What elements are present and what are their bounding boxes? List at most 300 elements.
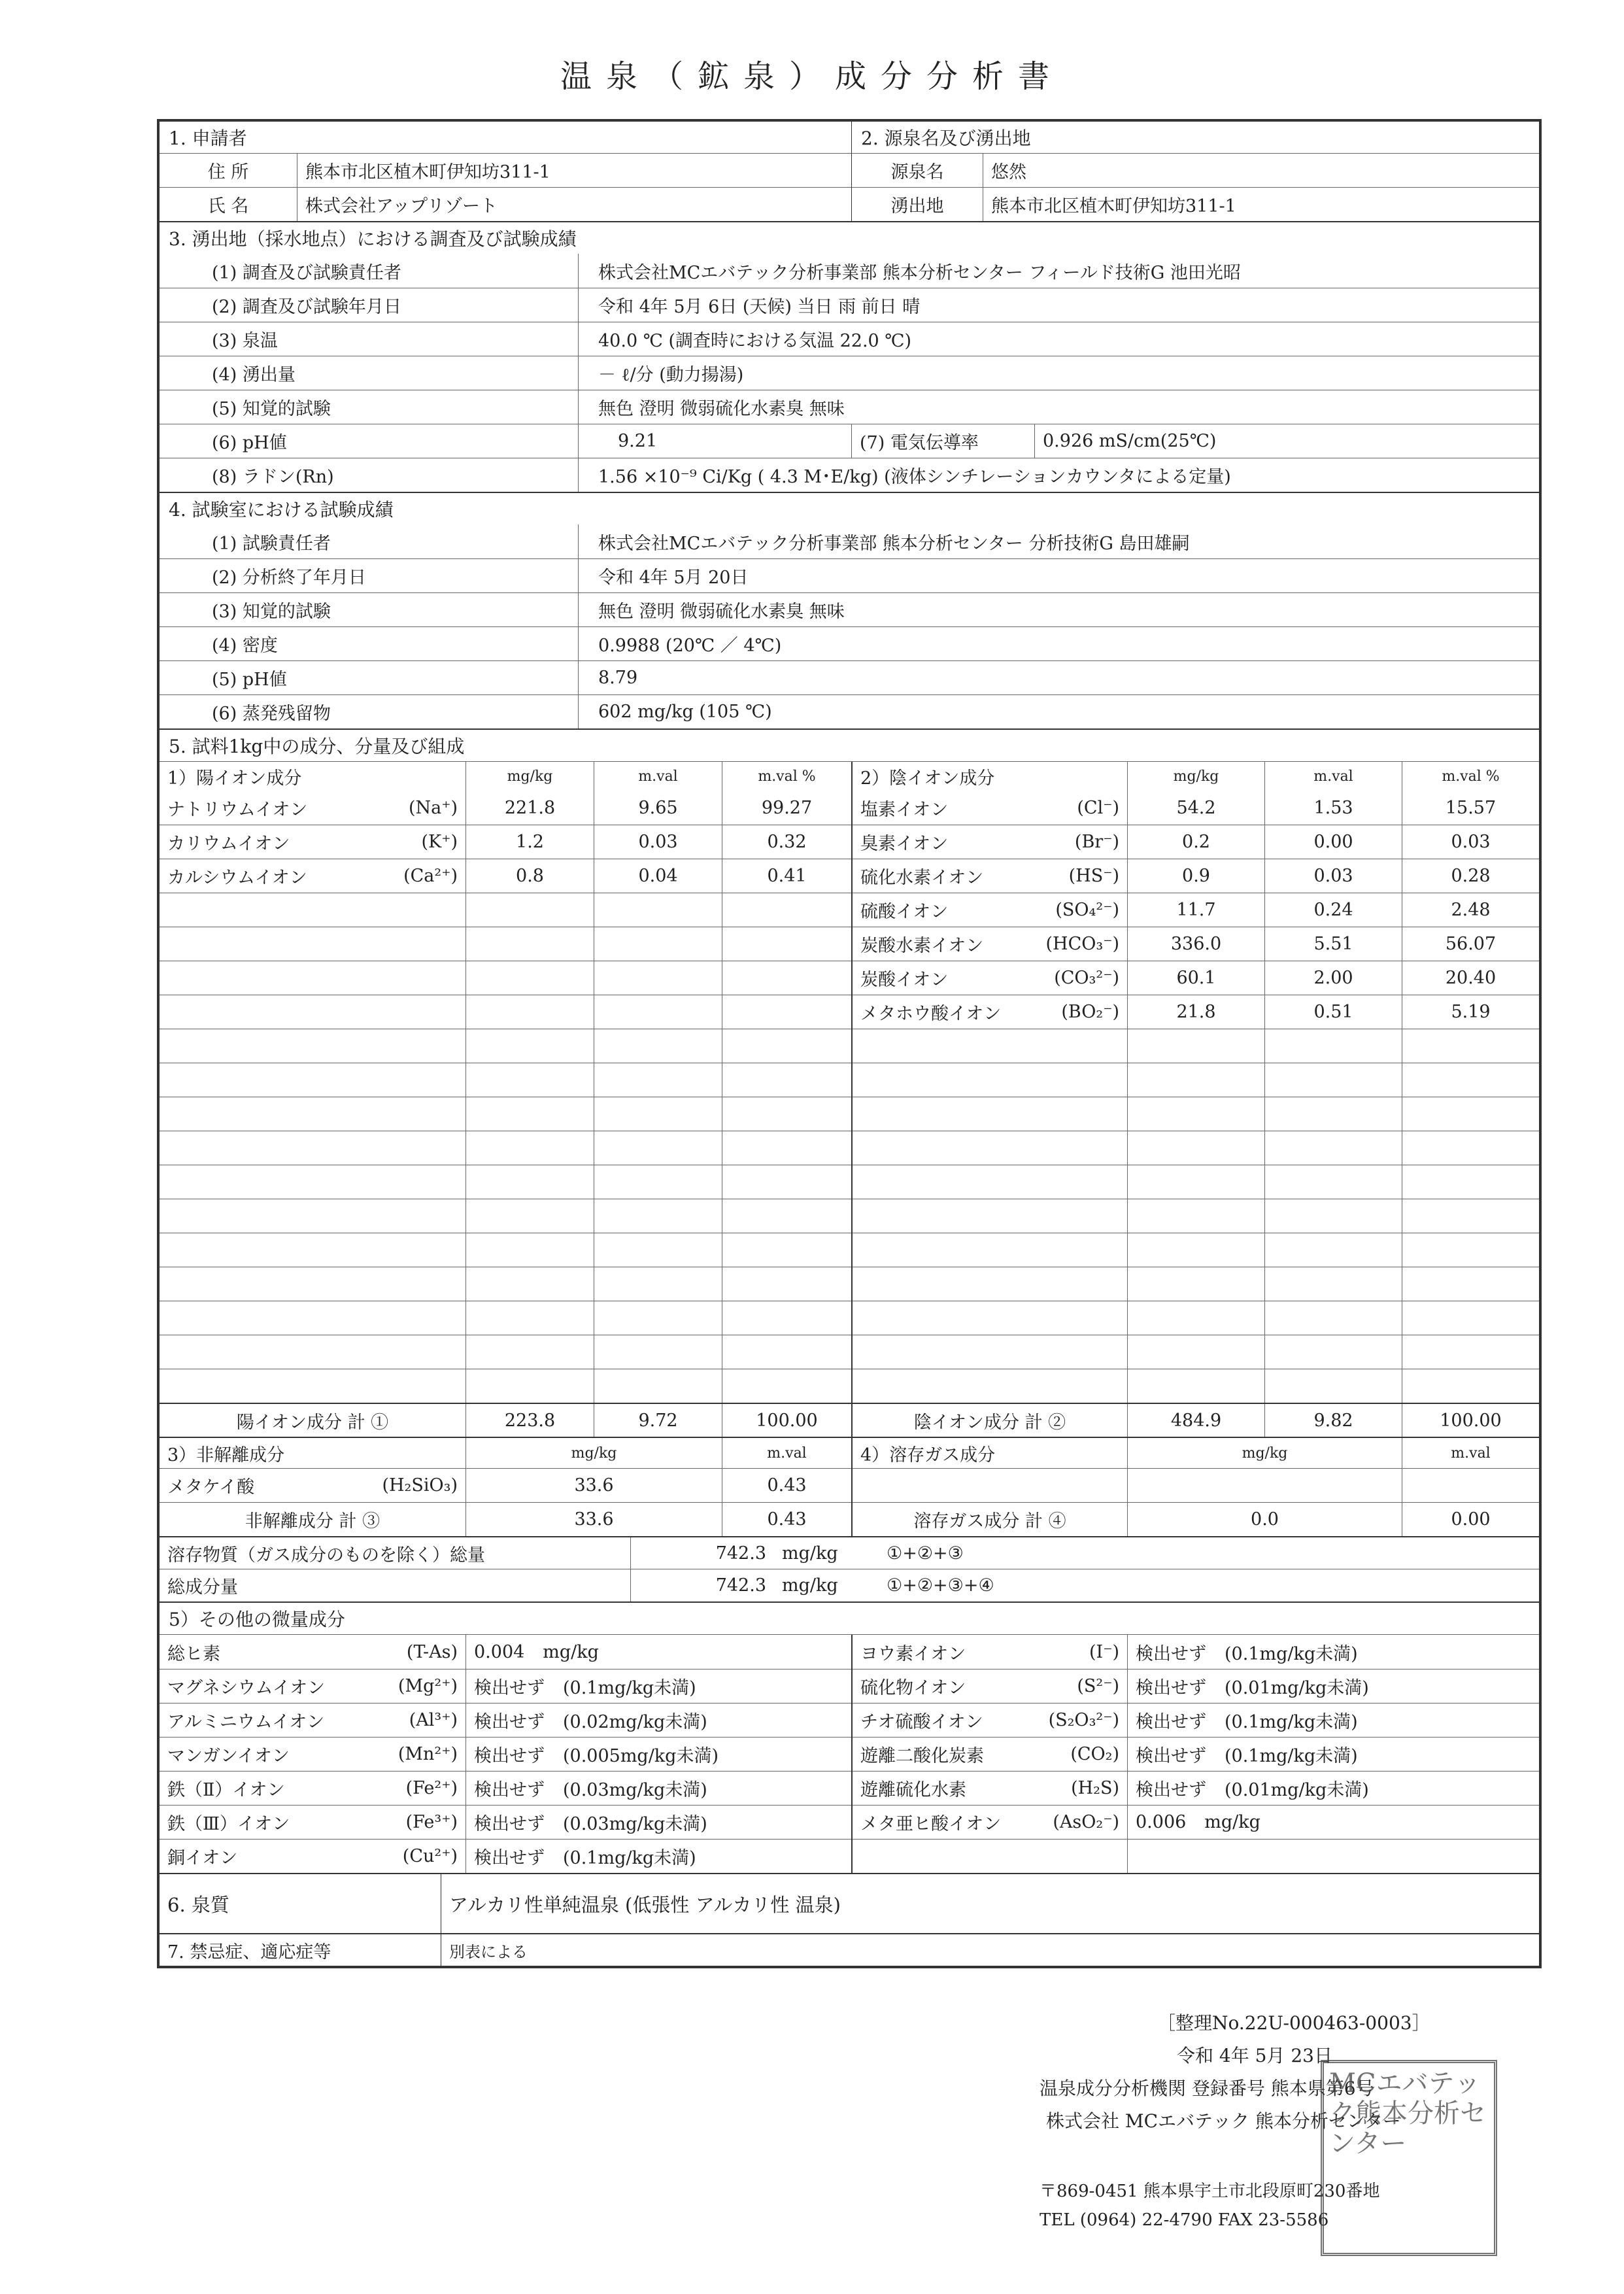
radon-label: (8) ラドン(Rn) [212, 467, 334, 487]
ion-name: メタホウ酸イオン [860, 1004, 1002, 1024]
ion-mg [1127, 1029, 1264, 1063]
ion-name-cell [160, 995, 465, 1029]
ion-name-cell [853, 893, 1127, 927]
trace-formula: (H₂S) [1071, 1778, 1119, 1798]
trace-note: mg/kg [543, 1641, 599, 1662]
trace-name-cell [853, 1635, 1127, 1669]
nondiss-heading: 3）非解離成分 [167, 1445, 285, 1465]
trace-note: (0.01mg/kg未満) [1225, 1780, 1369, 1800]
ion-mval [594, 1199, 722, 1233]
trace-name-cell [160, 1703, 465, 1737]
ion-pct: 15.57 [1402, 791, 1539, 825]
ion-mg [1127, 1097, 1264, 1131]
ion-name-cell [853, 859, 1127, 893]
ion-name-cell [160, 893, 465, 927]
trace-name: マグネシウムイオン [167, 1678, 326, 1698]
trace-note: (0.03mg/kg未満) [563, 1814, 707, 1834]
trace-right-table [853, 1635, 1539, 1873]
trace-value-cell [465, 1772, 851, 1805]
trace-name-cell [160, 1772, 465, 1805]
trace-formula: (Mn²⁺) [398, 1744, 458, 1764]
ion-formula: (HS⁻) [1068, 866, 1119, 886]
trace-row [160, 1635, 851, 1669]
lab-test-item-label: (2) 分析終了年月日 [212, 568, 366, 588]
gas-total-mg: 0.0 [1127, 1503, 1402, 1536]
trace-value: 検出せず [474, 1712, 545, 1732]
metasilicic-mg: 33.6 [465, 1469, 722, 1502]
ion-mg [1127, 1131, 1264, 1165]
trace-value-cell [1127, 1669, 1539, 1703]
ion-blank-row [853, 1131, 1539, 1165]
ion-mval: 0.24 [1264, 893, 1402, 927]
ion-pct [1402, 1029, 1539, 1063]
trace-value-cell [465, 1806, 851, 1839]
ion-mval [594, 893, 722, 927]
trace-name-cell [160, 1806, 465, 1839]
reference-number: ［整理No.22U-000463-0003］ [1157, 2012, 1430, 2034]
ion-mg [1127, 1199, 1264, 1233]
cation-total-mg: 223.8 [465, 1404, 594, 1437]
ion-pct [722, 1267, 851, 1301]
ion-pct [1402, 1233, 1539, 1267]
trace-row [853, 1703, 1539, 1737]
ion-name-cell [853, 1369, 1127, 1403]
lab-test-row [160, 558, 1539, 592]
name-label: 氏 名 [207, 196, 249, 216]
ion-name: 硫酸イオン [860, 902, 949, 922]
spring-quality-section [160, 1874, 1539, 1934]
cation-total-mval: 9.72 [594, 1404, 722, 1437]
gas-total-mval: 0.00 [1402, 1503, 1539, 1536]
ion-name-cell [853, 1097, 1127, 1131]
trace-name: 遊離硫化水素 [860, 1780, 966, 1800]
ion-mval: 0.51 [1264, 995, 1402, 1029]
trace-formula: (Al³⁺) [409, 1710, 458, 1730]
ion-mg [465, 1233, 594, 1267]
ion-mval [1264, 1131, 1402, 1165]
ion-mg [1127, 1267, 1264, 1301]
trace-formula: (S₂O₃²⁻) [1048, 1710, 1119, 1730]
ion-mg: 54.2 [1127, 791, 1264, 825]
ion-mval: 5.51 [1264, 927, 1402, 961]
trace-note: (0.1mg/kg未満) [1225, 1746, 1358, 1766]
cation-unit-pct: m.val % [722, 762, 851, 791]
trace-name: チオ硫酸イオン [860, 1712, 983, 1732]
ion-pct [1402, 1369, 1539, 1403]
trace-note: mg/kg [1204, 1812, 1260, 1832]
indications-value: 別表による [441, 1934, 1539, 1966]
field-test-item-label: (5) 知覚的試験 [212, 399, 331, 419]
trace-name: ヨウ素イオン [860, 1643, 966, 1664]
cation-table [160, 762, 853, 1403]
ion-mval: 0.03 [594, 825, 722, 859]
ion-pct [722, 1165, 851, 1199]
metasilicic-acid-row [160, 1469, 465, 1502]
applicant-address: 熊本市北区植木町伊知坊311-1 [297, 154, 851, 187]
gas-unit-mval: m.val [1402, 1438, 1539, 1468]
trace-value-cell [1127, 1635, 1539, 1669]
field-test-row [160, 288, 1539, 322]
trace-name: マンガンイオン [167, 1746, 290, 1766]
ion-blank-row [853, 1063, 1539, 1097]
ion-name-cell [853, 1301, 1127, 1335]
ion-name-cell [160, 1267, 465, 1301]
ion-mg: 0.2 [1127, 825, 1264, 859]
field-test-section [160, 222, 1539, 493]
ion-mval [1264, 1199, 1402, 1233]
ion-blank-row [853, 1165, 1539, 1199]
trace-name-cell [853, 1703, 1127, 1737]
gas-total-label: 溶存ガス成分 計 ④ [913, 1511, 1066, 1532]
ion-blank-row [853, 1369, 1539, 1403]
trace-name: 総ヒ素 [167, 1643, 220, 1664]
ion-row [853, 995, 1539, 1029]
cation-total-label: 陽イオン成分 計 ① [236, 1412, 389, 1433]
trace-name: 銅イオン [167, 1848, 238, 1868]
gas-blank [853, 1469, 1127, 1502]
ion-pct [722, 1369, 851, 1403]
ion-mval [594, 961, 722, 995]
spring-location: 熊本市北区植木町伊知坊311-1 [983, 188, 1539, 221]
ion-mg [465, 1131, 594, 1165]
trace-value-cell [1127, 1772, 1539, 1805]
composition-section [160, 730, 1539, 1603]
trace-note: (0.02mg/kg未満) [563, 1712, 707, 1732]
ion-mg [465, 1165, 594, 1199]
lab-test-item-label: (3) 知覚的試験 [212, 602, 331, 622]
ion-mval [1264, 1369, 1402, 1403]
ion-pct: 99.27 [722, 791, 851, 825]
ion-formula: (Cl⁻) [1077, 797, 1119, 818]
field-test-item-value: 令和 4年 5月 6日 (天候) 当日 雨 前日 晴 [578, 288, 1539, 322]
trace-value: 0.004 [474, 1641, 525, 1662]
ion-row [160, 859, 851, 893]
trace-row [160, 1703, 851, 1737]
ion-mval [1264, 1301, 1402, 1335]
trace-row [160, 1669, 851, 1703]
ion-mg [465, 1369, 594, 1403]
trace-value: 検出せず [474, 1780, 545, 1800]
ion-blank-row [160, 1335, 851, 1369]
trace-row [853, 1805, 1539, 1839]
analysis-form [157, 119, 1542, 1968]
registration-line: 温泉成分分析機関 登録番号 熊本県第6号 [1040, 2078, 1374, 2099]
ion-mval [1264, 1335, 1402, 1369]
ion-mg [465, 927, 594, 961]
ion-blank-row [853, 1029, 1539, 1063]
trace-note: (0.005mg/kg未満) [563, 1746, 719, 1766]
ion-mval [1264, 1097, 1402, 1131]
ion-pct [722, 1097, 851, 1131]
ion-formula: (CO₃²⁻) [1054, 968, 1119, 988]
ion-mg: 11.7 [1127, 893, 1264, 927]
trace-note: (0.1mg/kg未満) [1225, 1712, 1358, 1732]
ion-blank-row [160, 927, 851, 961]
ion-name-cell [853, 961, 1127, 995]
ion-mval [1264, 1267, 1402, 1301]
total-unit: mg/kg [782, 1575, 838, 1596]
trace-row [160, 1805, 851, 1839]
ion-pct [722, 1301, 851, 1335]
ion-pct: 0.28 [1402, 859, 1539, 893]
field-test-item-label: (3) 泉温 [212, 331, 278, 351]
applicant-source-section [160, 122, 1539, 222]
trace-formula: (S²⁻) [1077, 1676, 1119, 1696]
nondiss-total-label: 非解離成分 計 ③ [245, 1511, 381, 1532]
ion-mg [465, 1097, 594, 1131]
metasilicic-name: メタケイ酸 [167, 1477, 255, 1498]
trace-value-cell [1127, 1806, 1539, 1839]
ion-pct: 0.03 [1402, 825, 1539, 859]
ion-name: 炭酸水素イオン [860, 936, 984, 956]
trace-value: 検出せず [1136, 1712, 1206, 1732]
ion-name: 硫化水素イオン [860, 868, 984, 888]
lab-test-item-value: 令和 4年 5月 20日 [578, 559, 1539, 592]
trace-name: 鉄（Ⅱ）イオン [167, 1780, 285, 1800]
ion-blank-row [160, 1029, 851, 1063]
ion-mval: 1.53 [1264, 791, 1402, 825]
trace-name-cell [160, 1738, 465, 1771]
trace-note: (0.1mg/kg未満) [1225, 1643, 1358, 1664]
trace-row [853, 1669, 1539, 1703]
ion-formula: (BO₂⁻) [1061, 1002, 1119, 1022]
ion-name: 臭素イオン [860, 834, 949, 854]
ion-pct [1402, 1131, 1539, 1165]
trace-value: 検出せず [1136, 1643, 1206, 1664]
ion-mg [1127, 1063, 1264, 1097]
ion-name-cell [853, 791, 1127, 825]
field-test-item-value: 40.0 ℃ (調査時における気温 22.0 ℃) [578, 322, 1539, 356]
trace-value-cell [465, 1669, 851, 1703]
ion-name-cell [853, 1267, 1127, 1301]
lab-test-item-label: (4) 密度 [212, 636, 278, 656]
ion-mg: 221.8 [465, 791, 594, 825]
field-test-row [160, 390, 1539, 424]
lab-test-item-value: 0.9988 (20℃ ／ 4℃) [578, 627, 1539, 660]
ion-name: 塩素イオン [860, 799, 949, 820]
trace-note: (0.1mg/kg未満) [563, 1848, 696, 1868]
ion-mg [1127, 1301, 1264, 1335]
spring-name-label: 源泉名 [890, 162, 944, 182]
ion-mval [594, 1131, 722, 1165]
total-formula: ①+②+③+④ [887, 1575, 994, 1596]
cation-heading: 1）陽イオン成分 [167, 768, 302, 789]
ion-name-cell [853, 825, 1127, 859]
ion-row [160, 825, 851, 859]
ion-blank-row [160, 1063, 851, 1097]
ion-name-cell [853, 1233, 1127, 1267]
gas-unit-mg: mg/kg [1127, 1438, 1402, 1468]
ion-pct [722, 893, 851, 927]
ion-name-cell [160, 791, 465, 825]
applicant-header: 1. 申請者 [169, 128, 247, 149]
spring-quality-label: 6. 泉質 [167, 1893, 229, 1916]
trace-value: 検出せず [474, 1746, 545, 1766]
ion-pct [1402, 1335, 1539, 1369]
gas-blank [1402, 1469, 1539, 1502]
ion-blank-row [160, 1233, 851, 1267]
ion-pct [722, 1131, 851, 1165]
ion-mval: 2.00 [1264, 961, 1402, 995]
trace-name-cell [853, 1840, 1127, 1873]
trace-name: 鉄（Ⅲ）イオン [167, 1814, 290, 1834]
trace-formula: (Fe³⁺) [405, 1812, 458, 1832]
ion-blank-row [853, 1097, 1539, 1131]
ion-row [160, 791, 851, 825]
ion-pct [722, 1029, 851, 1063]
ion-row [853, 859, 1539, 893]
ion-row [853, 927, 1539, 961]
ion-name-cell [853, 1199, 1127, 1233]
trace-formula: (CO₂) [1070, 1744, 1119, 1764]
metasilicic-formula: (H₂SiO₃) [382, 1475, 458, 1496]
company-seal: MCエバテック熊本分析センター [1321, 2060, 1497, 2256]
ion-pct [1402, 1097, 1539, 1131]
lab-test-row [160, 694, 1539, 728]
ion-mval [1264, 1165, 1402, 1199]
trace-row [160, 1737, 851, 1771]
ion-blank-row [853, 1335, 1539, 1369]
ion-blank-row [853, 1267, 1539, 1301]
field-test-item-label: (2) 調査及び試験年月日 [212, 297, 401, 317]
trace-value-cell [465, 1738, 851, 1771]
ion-mval [1264, 1029, 1402, 1063]
ion-blank-row [160, 1097, 851, 1131]
ion-mval [594, 1063, 722, 1097]
field-test-row [160, 254, 1539, 288]
trace-row [853, 1771, 1539, 1805]
ion-name: ナトリウムイオン [167, 799, 308, 820]
ion-row [853, 825, 1539, 859]
ion-blank-row [160, 1131, 851, 1165]
ion-mval [594, 1233, 722, 1267]
field-test-item-label: (1) 調査及び試験責任者 [212, 262, 401, 283]
trace-name-cell [853, 1738, 1127, 1771]
dissolved-value: 742.3 [630, 1537, 774, 1569]
trace-value-cell [1127, 1840, 1539, 1873]
company-address: 〒869-0451 熊本県宇土市北段原町230番地 [1040, 2182, 1380, 2201]
conductivity-value: 0.926 mS/cm(25℃) [1034, 424, 1539, 458]
lab-test-row [160, 524, 1539, 558]
ion-formula: (SO₄²⁻) [1055, 900, 1119, 920]
ion-blank-row [160, 1199, 851, 1233]
anion-unit-pct: m.val % [1402, 762, 1539, 791]
field-test-item-label: (4) 湧出量 [212, 365, 296, 385]
ion-mval: 9.65 [594, 791, 722, 825]
ion-mg: 1.2 [465, 825, 594, 859]
trace-name: メタ亜ヒ酸イオン [860, 1814, 1002, 1834]
trace-note: (0.03mg/kg未満) [563, 1780, 707, 1800]
ion-mval [594, 1267, 722, 1301]
ion-name-cell [160, 1063, 465, 1097]
trace-left-table [160, 1635, 853, 1873]
ion-blank-row [853, 1233, 1539, 1267]
ion-name-cell [160, 859, 465, 893]
trace-name: 硫化物イオン [860, 1678, 966, 1698]
ion-mval [1264, 1063, 1402, 1097]
trace-formula: (Mg²⁺) [398, 1676, 458, 1696]
ion-mg [465, 961, 594, 995]
trace-formula: (Cu²⁺) [402, 1846, 458, 1866]
lab-test-item-value: 無色 澄明 微弱硫化水素臭 無味 [578, 593, 1539, 626]
lab-test-item-value: 株式会社MCエバテック分析事業部 熊本分析センター 分析技術G 島田雄嗣 [578, 524, 1539, 558]
lab-test-section [160, 493, 1539, 730]
location-label: 湧出地 [890, 196, 944, 216]
dissolved-label: 溶存物質（ガス成分のものを除く）総量 [167, 1545, 485, 1566]
total-label: 総成分量 [167, 1577, 238, 1598]
ion-name-cell [160, 961, 465, 995]
ion-name-cell [160, 1097, 465, 1131]
trace-formula: (AsO₂⁻) [1053, 1812, 1119, 1832]
ion-name-cell [160, 825, 465, 859]
company-name: 株式会社 MCエバテック 熊本分析センター [1046, 2110, 1401, 2132]
trace-value: 検出せず [474, 1848, 545, 1868]
lab-test-item-label: (5) pH値 [212, 670, 287, 690]
anion-heading: 2）陰イオン成分 [860, 768, 995, 789]
indications-section [160, 1934, 1539, 1966]
ion-name-cell [160, 1369, 465, 1403]
lab-test-item-value: 8.79 [578, 661, 1539, 694]
ph-value: 9.21 [578, 424, 851, 458]
anion-total-pct: 100.00 [1402, 1404, 1539, 1437]
trace-row [160, 1839, 851, 1873]
ion-pct [722, 1233, 851, 1267]
trace-formula: (I⁻) [1089, 1641, 1119, 1662]
ion-mval: 0.04 [594, 859, 722, 893]
ion-mval: 0.00 [1264, 825, 1402, 859]
ion-blank-row [160, 995, 851, 1029]
trace-name-cell [160, 1840, 465, 1873]
ion-blank-row [160, 961, 851, 995]
anion-total-mval: 9.82 [1264, 1404, 1402, 1437]
applicant-block [160, 122, 852, 221]
trace-row [160, 1771, 851, 1805]
nondissociated-table [160, 1438, 853, 1536]
anion-unit-mval: m.val [1264, 762, 1402, 791]
ion-name-cell [853, 927, 1127, 961]
ion-pct [722, 995, 851, 1029]
ion-name: カリウムイオン [167, 834, 290, 854]
field-test-row [160, 322, 1539, 356]
anion-total-label: 陰イオン成分 計 ② [913, 1412, 1066, 1433]
ion-formula: (HCO₃⁻) [1045, 934, 1119, 954]
trace-value-cell [1127, 1738, 1539, 1771]
trace-value-cell [465, 1703, 851, 1737]
cation-total-pct: 100.00 [722, 1404, 851, 1437]
dissolved-formula: ①+②+③ [887, 1543, 964, 1564]
ion-pct: 0.32 [722, 825, 851, 859]
ion-mg: 336.0 [1127, 927, 1264, 961]
ion-mg [1127, 1165, 1264, 1199]
ion-blank-row [160, 1165, 851, 1199]
trace-value: 検出せず [1136, 1780, 1206, 1800]
ion-mval [594, 1301, 722, 1335]
trace-name: アルミニウムイオン [167, 1712, 325, 1732]
ion-mg [465, 995, 594, 1029]
ion-mg: 0.9 [1127, 859, 1264, 893]
total-value: 742.3 [630, 1569, 774, 1601]
ion-blank-row [160, 893, 851, 927]
cation-unit-mg: mg/kg [465, 762, 594, 791]
trace-note: (0.01mg/kg未満) [1225, 1678, 1369, 1698]
ph-label: (6) pH値 [212, 433, 287, 453]
trace-name-cell [853, 1772, 1127, 1805]
ion-mg [465, 1029, 594, 1063]
ion-pct [722, 1199, 851, 1233]
ion-mg [465, 1301, 594, 1335]
ion-mg [465, 1199, 594, 1233]
ion-row [853, 893, 1539, 927]
